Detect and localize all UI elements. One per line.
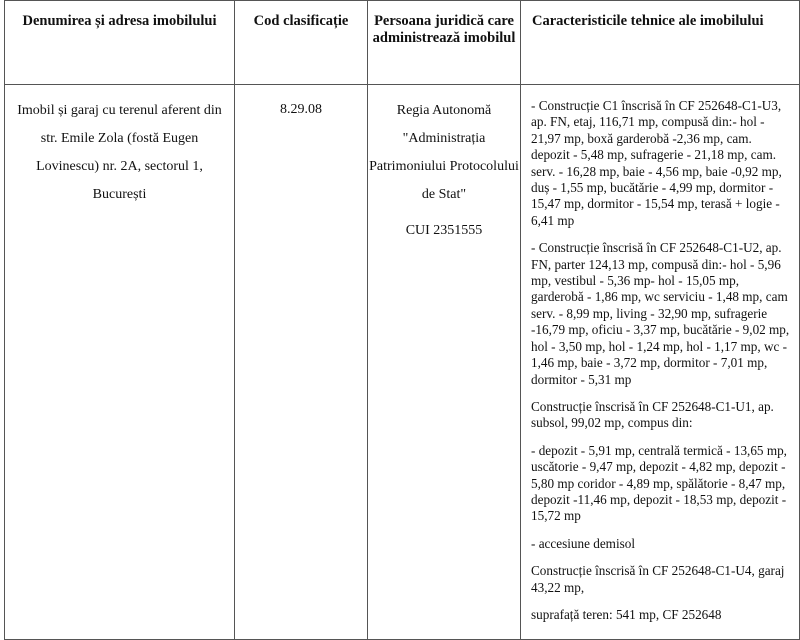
header-cod: Cod clasificație <box>235 1 368 85</box>
property-table <box>4 0 800 640</box>
classification-code: 8.29.08 <box>280 102 322 117</box>
characteristics-paragraph: - Construcție înscrisă în CF 252648-C1-U2, ap. FN, parter 124,13 mp, compusă din:- hol - 5,96 mp, vestibul - 5,36 mp- hol - 15,05 mp, garderobă - 1,86 mp, wc serviciu - 1,48 mp, cam serv. - 8,99 mp, living - 32,90 mp, sufragerie -16,79 mp, oficiu - 3,37 mp, bucătărie - 9,02 mp, hol - 3,50 mp, hol - 1,24 mp, hol - 1,17 mp, wc - 1,46 mp, baie - 3,72 mp, dormitor - 7,01 mp, dormitor - 5,31 mp <box>531 240 790 387</box>
cell-caracteristici <box>521 85 800 640</box>
characteristics-paragraph: Construcție înscrisă în CF 252648-C1-U1, ap. subsol, 99,02 mp, compus din: <box>531 398 774 431</box>
table-row <box>5 85 800 640</box>
cell-persoana <box>368 85 521 640</box>
characteristics-paragraph: - Construcție C1 înscrisă în CF 252648-C1-U3, ap. FN, etaj, 116,71 mp, compusă din:- hol - 21,97 mp, boxă garderobă -2,36 mp, cam. depozit - 5,48 mp, sufragerie - 21,18 mp, cam. serv. - 16,28 mp, baie - 4,56 mp, baie -0,92 mp, duș - 1,55 mp, bucătărie - 4,99 mp, dormitor - 15,47 mp, dormitor - 15,54 mp, terasă + logie - 6,41 mp <box>531 98 782 228</box>
administrator-cui: CUI 2351555 <box>405 223 483 238</box>
header-denumire: Denumirea și adresa imobilului <box>5 1 235 85</box>
cell-denumire <box>5 85 235 640</box>
characteristics-paragraph: suprafață teren: 541 mp, CF 252648 <box>531 606 722 622</box>
characteristics-paragraph: - accesiune demisol <box>531 535 635 551</box>
administrator-name: Regia Autonomă "Administrația Patrimoniului Protocolului de Stat" <box>369 103 519 202</box>
technical-characteristics <box>521 85 799 623</box>
characteristics-paragraph: Construcție înscrisă în CF 252648-C1-U4, garaj 43,22 mp, <box>531 563 785 595</box>
table-header-row <box>5 1 800 85</box>
characteristics-paragraph: - depozit - 5,91 mp, centrală termică - 13,65 mp, uscătorie - 9,47 mp, depozit - 4,82 mp, depozit - 5,80 mp coridor - 4,89 mp, spălătorie - 8,47 mp, depozit -11,46 mp, depozit - 18,53 mp, depozit - 15,72 mp <box>531 442 787 524</box>
property-name-address: Imobil și garaj cu terenul aferent din str. Emile Zola (fostă Eugen Lovinescu) nr. 2A, sectorul 1, București <box>17 103 222 202</box>
header-persoana: Persoana juridică care administrează imobilul <box>368 1 521 85</box>
cell-cod <box>235 85 368 640</box>
header-caracteristici: Caracteristicile tehnice ale imobilului <box>521 1 800 85</box>
